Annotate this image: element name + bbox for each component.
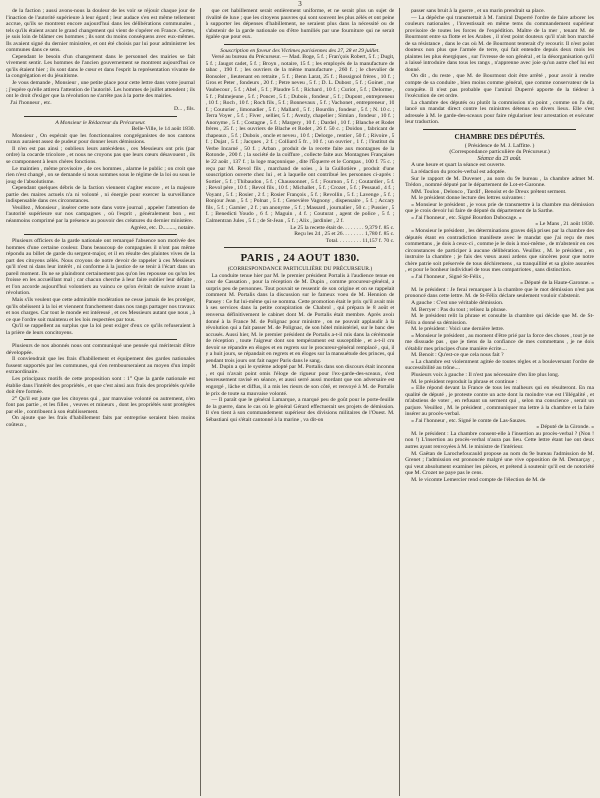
signature: D... , fils. — [173, 106, 195, 113]
paragraph: Mais s'ils veulent que cette admirable modération ne cesse jamais de les protéger, qu'ils obéissent à la loi et viennent franchement dans nos rangs partager nos travaux et nos charges. Car tout le monde est intéressé , et ces Messieurs autant que nous , à ce que l'ordre soit maintenu et les lois respectées par tous. — [6, 296, 195, 323]
paragraph: La chambre des députés ou plutôt la commission n'a point , comme on l'a dit, lancé un mandat direct contre les ministres détenus en divers lieux. Elle s'est adressée à M. le garde-des-sceaux pour faire régulariser leur arrestation et exécuter leur traduction. — [405, 99, 594, 126]
paragraph: Cependant quelques débris de la faction viennent s'agiter encore , et la majeure partie des maires actuels n'a ni volonté , ni énergie pour exercer la surveillance indispensable dans ces circonstances. — [6, 185, 195, 205]
paragraph: On dit , du reste , que M. de Bourmont doit être arrêté , pour avoir à rendre compte de sa conduite , bien moins comme général, que comme conservateur de la conquête. Il n'est pas probable que l'amiral Duperré apporte de la tiédeur à l'exécution de cet ordre. — [405, 73, 594, 100]
paragraph: « Le Mans , 21 août 1830. — [535, 221, 594, 228]
paragraph: Monsieur , On espérait que les fonctionnaires congréganistes de nos cantons ruraux auraient assez de pudeur pour donner leurs démissions. — [6, 132, 195, 146]
paragraph: « Monsieur le président , je vous prie de transmettre à la chambre ma démission que je crois devoir lui faire de député du département de la Sarthe. — [405, 201, 594, 215]
section-heading: PARIS , 24 AOUT 1830. — [240, 252, 360, 265]
letter-heading: A Monsieur le Rédacteur du Précurseur. — [55, 119, 146, 126]
closing: Agréez, etc. D........., notaire. — [130, 224, 195, 231]
paragraph: « J'ai l'honneur , etc. Signé le comte de Las-Sauzes. — [411, 417, 527, 424]
salutation: J'ai l'honneur , etc. — [10, 99, 52, 106]
paragraph: Le maintien , même provisoire , de ces hommes , alarme le public ; on croit que rien n'est changé , on se demande si nous sommes sous le régime de la loi ou sous le joug de l'absolutisme. — [6, 165, 195, 185]
paragraph: Il n'en est pas ainsi ; oublieux leurs antécédens , ces Messieurs ont pris (par ordre) la cocarde tricolore , et nous ne croyons pas que leurs cœurs désavouent , ils se cramponnent à leurs chères fonctions. — [6, 145, 195, 166]
paragraph: M. le vicomte Lemercier rend compte de l'élection de M. de — [411, 476, 546, 483]
paragraph: de la faction ; aussi avons-nous la douleur de les voir se réjouir chaque jour de l'inaction de l'autorité supérieure à leur égard ; leur audace s'en est même tellement accrue, qu'ils se montrent encore aujourd'hui dans les délibérations communales , tels qu'ils étaient avant le grand changement qui vient de s'opérer en France. Certes, je suis loin de blâmer ces hommes ; ils sont du moins conséquens avec eux-mêmes. Ils avaient signé du dernier ministère, et ont été choisis par lui pour administrer les communes dans ce sens. — [6, 8, 195, 54]
columns — [6, 8, 594, 796]
separator — [224, 44, 377, 45]
paragraph: « J'ai l'honneur , etc. Signé Bourdon Dubocage. » — [411, 214, 522, 221]
paragraph: M. Dupin a qui le système adopté par M. Portalis dans son discours était inconnu , et qui n'avait point omis l'éloge de rigueur pour l'ex-garde-des-sceaux, s'est heureusement ravisé en séance, et aussi serré aussi mordant que son adversaire est engorgé , lâche et diffus, il a mis les rieurs de son côté, et renvoyé à M. de Portalis le prix de toute sa mauvaise volonté. — [205, 364, 395, 397]
paragraph: — La dépêche qui transmettait à M. l'amiral Duperré l'ordre de faire arborer les couleurs nationales , l'investissait en même tems du commandement supérieur provisoire de toutes les forces de l'expédition. Maître de la mer , tenant M. de Bourmont entre sa flotte et les Arabes , il n'est point douteux qu'il n'ait bon marché de sa résistance , dans le cas où M. de Bourmont tenterait d'y recourir. Il n'est point douteux non plus que l'armée de terre, qui fait entendre depuis deux mois les plaintes les plus énergiques , sur l'ivresse de son général , et la désorganisation qu'il a laissé introduire dans tous les rangs , n'apprenne avec joie qu'un autre chef lui est donné. — [405, 14, 594, 73]
paragraph: A gauche : C'est une véritable démission. — [411, 299, 504, 306]
page-number: 3 — [298, 0, 302, 8]
section-subheading: (CORRESPONDANCE PARTICULIÈRE DU PRÉCURSEUR.) — [227, 266, 373, 273]
subscription-list: Versé au bureau du Précurseur. — Mad. Boge, 5 f. ; Fran'çois Robert, 5 f. ; Dugit, 5 f. ; Jaugot cadet, 5 f. ; Broyn , notaire, 15 f. ; les employés de la manufacture de tabac , 190 f. ; les ouvriers de la même manufacture , 260 f. ; le chevalier de Bonsoler , lieutenant en retraite , 5 f. ; Benn Larat, 25 f. ; Rossignol frères , 10 f. ; Gros et Peter , fondeurs , 20 f. ; Petre neveu , 5 f. ; D. L. Dubost , 5 f. ; Goinet , rue Vaubecour , 5 f. ; Abel , 5 f. ; Plaudre 5 f. ; Richard , 10 f. ; Curiot , 5 f. ; Delorme , 5 f. ; Palmejeune , 5 f. ; Poncet , 5 f. ; Dubois , fondeur , 5 f. ; Dupont , entrepreneur , 10 f. ; Roch , 10 f. ; Roch fils , 5 f. ; Bonnevaux , 5 f. ; Vachonet , entrepreneur , 10 f. ; Couturier , limonadier , 5 f. ; Mallard , 5 f. ; Bourdin , fondeur , 5 f. ; N. 10 c. ; Terra Voyer , 5 f. ; Fiver , sellier, 5 f. ; Avezly, chapelier ; Simian , fondeur , 10 f. ; Anonyme , 5 f. ; Costagne , 5 f. ; Margery , 10 f. ; Dardel , 10 f. ; Blanche et Rodet frères , 25 f. ; les ouvriers de Blache et Rodet , 26 f. 50 c. ; Doidon , fabricant de chapeaux , 5 f. ; Dubois , oncle et neveu , 10 f. ; Delorge , rentier , 50 f. ; Rivoire , 5 f. ; Dujat , 5 f. ; Jacques , 2 f. ; Colliard 5 fr. , 10 f. ; un ouvrier , 1 f. ; l'institut du Verbe Incarné , 50 f. ; Arban , produit de la recette faite aux montagnes de la Rotonde , 200 f. ; la société de la coiffure , collecte faite aux Montagnes Françaises le 22 août , 137 f. ; la loge maçonnique , dite l'Équerre et le Compas , 100 f. 75 c. ; reçu par M. Revol fils , marchand de soies , à la Guillotière , produit d'une souscription ouverte chez lui , et à laquelle ont contribué les personnes ci-après : Sortier , 5 f. ; Thibaudon , 5 f. ; Chaussonnet , 5 f. ; Fournon , 5 f. ; Coutardier , 5 f. ; Revol père , 10 f. ; Revol fils , 10 f. ; Michallet , 5 f. ; Crozet , 5 f. ; Pessaud , 4 f. ; Voyant , 5 f. ; Rosier , 2 f. ; Rosier François , 5 f. ; Revollin , 5 f. ; Lavenge , 5 f. ; Bonjour Jean , 5 f. ; Polnat , 5 f. ; Genevière Vagnony , dispensaire , 5 f. ; Accary fils , 5 f. ; Garnier , 2 f. ; un anonyme , 5 f. ; Massard , journalier , 50 c. ; Pussier , 5 f. ; Benedicti Youdo , 6 f. ; Maguin , 4 f. ; Couturat , agent de police , 5 f. ; Calmentran Jules , 5 f. ; de St-Jean , 5 f. ; Alix , jardinier , 2 f. — [205, 54, 395, 224]
paragraph: La conduite tenue hier par M. le premier président Portalis à l'audience tenue en cour de Cassation , pour la réception de M. Dupin , comme procureur-général, a surpris peu de personnes. Tout pouvait se ressentir de son origine et on se rappelait comment M. Portalis dans la discussion sur le fameux voeu de M. Hennion de Pansey : Ce fut lui-même qui se nomma. Cette promotion était le prix qu'il avait mis à ses services dans la petite conspiration de Chabrol , qui prépara le 8 août et renversa définitivement le cabinet dont M. de Portalis était membre. Après avoir donné à la France M. de Polignac pour ministre , on ne pouvait applaudir à la révolution qui a fait passer M. de Polignac, de son hôtel ministériel, sur le banc des accusés. Aussi hier, M. le premier président de Portalis a-t-il mis dans la cérémonie de réception , toute l'aigreur dont son tempérament est susceptible , et a-t-il cru devoir se répandre en éloges et en regrets sur le procureur-général remplacé , qui, il y a huit jours, se répandait en regrets et en éloges sur la mansuétude des princes, qui pendant trois jours ont fait nager Paris dans le sang. — [205, 272, 395, 364]
paragraph: « Monsieur le président , au moment d'être prié par la force des choses , tout je ne me dissuade pas , que je tiens de la confiance de mes commettans , je ne dois s'établir mes principes d'une manière écrite.... — [405, 332, 594, 352]
paragraph: M. le président reproduit la phrase et continue : — [411, 378, 518, 385]
paragraph: Je vous demande , Monsieur , une petite place pour cette lettre dans votre journal ; j'espère qu'elle attirera l'attention de l'autorité. Les hommes de juillet attendent ; ils ont le droit d'exiger que la révolution ne s'arrête pas à la porte des mairies. — [6, 80, 195, 100]
paragraph: Les principaux motifs de cette proposition sont : 1° Que la garde nationale est établie dans l'intérêt des propriétés , et que c'est ainsi aux frais des propriétés qu'elle doit être formée. — [6, 375, 195, 396]
paragraph: « La chambre est violemment agitée de toutes règles et a bouleversant l'ordre de successibilité au trône.... — [405, 358, 594, 372]
column-rule — [200, 8, 201, 796]
paragraph: M. le président donne lecture des lettres suivantes : — [411, 195, 526, 202]
section-subheading: ( Présidence de M. J. Laffitte. ) — [464, 142, 535, 149]
separator — [24, 234, 177, 235]
paragraph: M. Gaëtan de Larochefoucauld propose au nom du 9e bureau l'admission de M. Grenet ; l'admission est prononcée malgré une vive opposition de M. Demarçay , qui veut absolument examiner les pièces, et prétend à soutenir qu'il est de notoriété que M. Crozet ne paye pas le cens. — [405, 450, 594, 477]
paragraph: Plusieurs de nos abonnés nous ont communiqué une pensée qui mériterait d'être développée. — [6, 343, 195, 356]
paragraph: A une heure et quart la séance est ouverte. — [411, 162, 506, 169]
section-subheading: (Correspondance particulière du Précurseur.) — [449, 149, 550, 156]
paragraph: Plusieurs officiers de la garde nationale ont remarqué l'absence non motivée des hommes d'une certaine couleur. Dans beaucoup de compagnies il n'ont pas même répondu au billet de garde du sergent-major, et il en résulte des plaintes vives de la part des citoyens zélés. Nous croyons de notre devoir de rappeler à ces Messieurs qu'il n'est ni dans leur intérêt , ni conforme à la justice de se tenir à l'écart dans un pareil moment. Ils ne se plaindront certainement pas qu'on les repousse ou qu'on les froisse en les accueillant mal ; car chacun cherche à leur faire oublier leur défaite , et l'on accorde aujourd'hui volontiers au vaincu ce qu'on évitait de suivre avant la révolution. — [6, 238, 195, 297]
paragraph: 2° Qu'il est juste que les citoyens qui , par manvaise volonté ou autrement, n'en font pas partie , et les filles , veuves et mineurs , dont les propriétés sont protégées par elle , contribuent à son établissement. — [6, 395, 195, 415]
paragraph: M. le président : Voici une dernière lettre. — [411, 326, 505, 333]
subscription-total-line: Reçu les 24 , 25 et 26. . . . . . . . 1,780 f. 85 c. — [294, 231, 395, 238]
paragraph: M. Benoit : Qu'est-ce que cela nous fait ? — [411, 352, 504, 359]
separator — [423, 129, 576, 130]
paragraph: Il conviendrait que les frais d'habillement et équipement des gardes nationales fussent supportés par les communes, qui s'en rembourseraient au moyen d'un impôt extraordinaire. — [6, 356, 195, 376]
paragraph: « J'ai l'honneur , Signé St-Félix , — [411, 273, 484, 280]
separator — [24, 116, 177, 117]
paragraph: M. Berryer : Pas du tout ; relisez la phrase. — [411, 306, 507, 313]
paragraph: — Il paraît que le général Lamarque, a marqué peu de goût pour le porte-feuille de la guerre, dans le cas où le général Gérard effectuerait ses projets de démission. Il s'en tient à son commandement supérieur des divisions militaires de l'Ouest. M. Sébastiani qui s'était cantonné à la marine , va dit-on — [205, 397, 395, 423]
paragraph: MM. Toulon , Delonco , Tardif , Benoist et de Dreux prêtent serment. — [411, 188, 567, 195]
paragraph: « Monsieur le président , les déterminations graves déjà prises par la chambre des députés étant en contradiction manifeste avec le mandat que j'ai reçu de mes commettans , je dois à ceux-ci , comme je le dois à moi-même , de m'abstenir en ces circonstances de participer à aucune délibération. Veuillez , M. le président , en instruire la chambre ; je fais des vœux aussi ardens que sincères pour que notre chère patrie soit préservée de tous déchiremens , sa tranquillité et sa gloire assurées , et pour le bonheur individuel de tous mes compatriotes , sans distinction. — [405, 227, 594, 274]
subscription-total: Total. . . . . . . . . 11,157 f. 70 c. — [325, 237, 395, 244]
paragraph: Plusieurs voix à gauche : Il n'est pas nécessaire d'en lire plus long. — [411, 371, 560, 378]
column-1 — [6, 8, 195, 796]
paragraph: « Elle répond devant la France de tous les malheurs qui en résulteront. En ma qualité de député , je proteste contre un acte dont la moindre vue est l'illégalité , et m'abstiens de voter , en refusant un serment qui , selon ma conscience , serait un parjure. Veuillez , M. le président , communiquer ma lettre à la chambre et la faire insérer au procès-verbal. — [405, 385, 594, 418]
separator — [24, 339, 177, 340]
subscription-heading: Souscription en faveur des Victimes parisiennes des 27, 28 et 29 juillet. — [220, 47, 380, 54]
paragraph: « Député de la Haute-Garonne. » — [520, 280, 594, 287]
paragraph: M. le président : La chambre consent-elle à l'insertion au procès-verbal ? (Non ! non !) L'insertion au procès-verbal n'aura pas lieu. Cette lettre étant lue ont deux autres ayant renvoyées à M. le ministre de l'intérieur. — [405, 430, 594, 450]
separator — [224, 247, 377, 248]
section-heading: CHAMBRE DES DÉPUTÉS. — [454, 132, 545, 141]
paragraph: La rédaction du procès-verbal est adoptée. — [411, 169, 506, 176]
paragraph: Sur le rapport de M. Duvenet , au nom du 9e bureau , la chambre admet M. Trédon , nommé député par le département de Lot-et-Garonne. — [405, 175, 594, 189]
paragraph: Cependant le besoin d'un changement dans le personnel des mairies se fait vivement sentir. Les hommes de l'ancien gouvernement se montrent aujourd'hui ce qu'ils étaient hier ; ils sont dans le cœur et dans l'esprit la représentation vivante de la congrégation et du jésuitisme. — [6, 53, 195, 80]
column-rule — [399, 8, 400, 796]
paragraph: Qu'il se rappellent au surplus que la loi peut exiger d'eux ce qu'ils refuseraient à la prière de leurs concitoyens. — [6, 323, 195, 336]
subscription-total-line: Le 25 la recette était de. . . . . . . . 9,379 f. 85 c. — [290, 224, 395, 231]
paragraph: que cet habillement serait entièrement uniforme, et ne serait plus un sujet de rivalité de luxe ; que les citoyens pauvres qui sont souvent les plus zélés et ont peine à supporter les dépenses d'habillement, ne seraient plus dans la nécessité ou de s'abstenir de la garde nationale ou d'être humiliés par une fourniture qui ne serait égalée que pour eux. — [205, 8, 395, 41]
paragraph: M. le président : Je ferai remarquer à la chambre que le mot démission n'est pas prononcé dans cette lettre. M. de St-Félix déclare seulement vouloir s'abstenir. — [405, 286, 594, 300]
paragraph: « Député de la Gironde. » — [536, 424, 594, 431]
session-date: Séance du 23 août. — [477, 155, 522, 162]
column-3 — [405, 8, 594, 796]
letter-date: Belle-Ville, le 14 août 1830. — [131, 126, 195, 133]
paragraph: On ajoute que les frais d'habillement faits par entreprise seraient bien moins coûteux , — [6, 415, 195, 428]
paragraph: M. le président relit la phrase et consulte la chambre qui décide que M. de St-Félix a donné sa démission. — [405, 313, 594, 326]
paragraph: passer sans bruit à la guerre , et un marin prendrait sa place. — [411, 8, 545, 14]
column-2 — [206, 8, 395, 796]
paragraph: Veuillez , Monsieur , insérer cette note dans votre journal , appeler l'attention de l'autorité supérieure sur nos campagnes , où l'esprit , généralement bon , est néanmoins comprimé par la présence au pouvoir des créatures du dernier ministère. — [6, 204, 195, 224]
